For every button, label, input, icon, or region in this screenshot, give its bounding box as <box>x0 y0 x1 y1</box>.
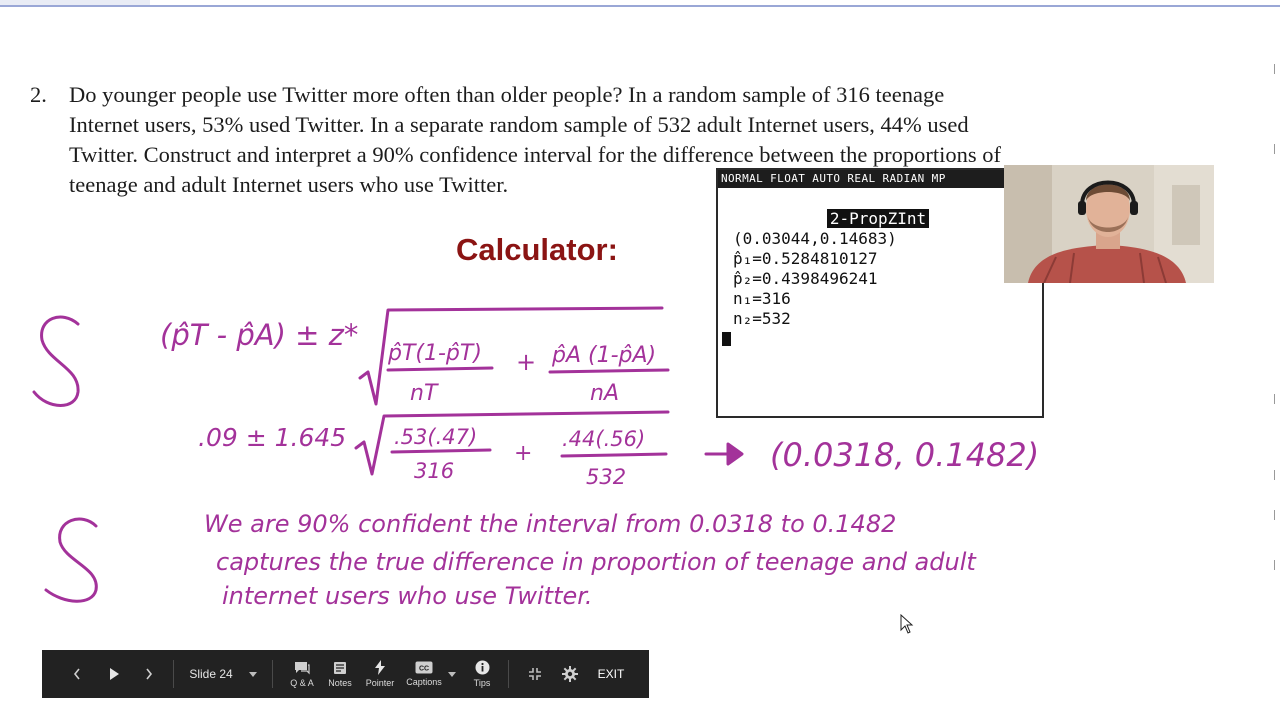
fraction-bar-3 <box>392 450 490 452</box>
svg-text:CC: CC <box>418 665 430 673</box>
lightning-icon <box>374 660 386 675</box>
captions-options-button[interactable] <box>446 650 458 698</box>
play-icon <box>108 667 120 681</box>
calculator-output <box>718 188 1042 346</box>
captions-label: Captions <box>406 677 442 687</box>
scrollbar[interactable] <box>1270 60 1280 600</box>
problem-line: teenage and adult Internet users who use Twitter. <box>69 172 509 197</box>
toolbar-separator <box>173 660 174 688</box>
step-s-mark <box>46 519 96 601</box>
problem-line: Twitter. Construct and interpret a 90% confidence interval for the difference between the proportions of <box>69 142 1002 167</box>
exit-label: EXIT <box>597 667 625 681</box>
calculator-heading: Calculator: <box>456 232 618 267</box>
calculator-p1-hat: p̂₁=0.5284810127 <box>733 249 878 268</box>
formula-diff: (p̂T - p̂A) ± z* <box>160 318 359 352</box>
conclusion-line: We are 90% confident the interval from 0.0318 to 0.1482 <box>204 510 897 538</box>
calculator-screen <box>716 168 1044 418</box>
slide-number-label: Slide 24 <box>189 667 233 681</box>
numeric-plus: + <box>514 441 533 466</box>
chevron-right-icon <box>144 667 154 681</box>
problem-line: Internet users, 53% used Twitter. In a separate random sample of 532 adult Internet users, 44% used <box>69 112 969 137</box>
notes-label: Notes <box>328 677 352 688</box>
qa-label: Q & A <box>290 677 314 688</box>
exit-fullscreen-icon <box>528 667 542 681</box>
exit-button[interactable] <box>594 650 628 698</box>
formula-term1-den: nT <box>410 381 438 406</box>
step-s-mark <box>34 317 78 405</box>
interval-result: (0.0318, 0.1482) <box>770 436 1040 474</box>
numeric-left: .09 ± 1.645 <box>198 423 347 452</box>
next-slide-button[interactable] <box>138 650 160 698</box>
scrollbar-tick <box>1274 510 1280 520</box>
caret-down-icon <box>448 672 456 677</box>
tips-button[interactable] <box>466 650 498 698</box>
chat-bubble-icon <box>294 661 310 675</box>
problem-line: Do younger people use Twitter more often than older people? In a random sample of 316 teenage <box>69 82 945 107</box>
formula-term1-num: p̂T(1-p̂T) <box>388 341 482 366</box>
scrollbar-tick <box>1274 394 1280 404</box>
settings-button[interactable] <box>558 650 582 698</box>
calculator-title-text: 2-PropZInt <box>827 209 929 228</box>
conclusion-line: internet users who use Twitter. <box>222 582 593 610</box>
pointer-label: Pointer <box>365 678 395 688</box>
formula-term2-num: p̂A (1-p̂A) <box>552 343 657 368</box>
formula-plus: + <box>516 348 537 376</box>
presenter-image <box>1004 165 1214 283</box>
scrollbar-tick <box>1274 144 1280 154</box>
calculator-interval: (0.03044,0.14683) <box>733 229 897 248</box>
scrollbar-tick <box>1274 560 1280 570</box>
calculator-n2: n₂=532 <box>733 309 791 328</box>
notes-button[interactable] <box>324 650 356 698</box>
previous-slide-button[interactable] <box>66 650 88 698</box>
conclusion-line: captures the true difference in proportion of teenage and adult <box>216 548 976 576</box>
fraction-bar-4 <box>562 454 666 456</box>
info-icon <box>475 660 490 675</box>
calculator-p2-hat: p̂₂=0.4398496241 <box>733 269 878 288</box>
notes-icon <box>333 661 347 675</box>
caret-down-icon <box>249 672 257 677</box>
numeric-term1-num: .53(.47) <box>394 425 478 449</box>
tips-label: Tips <box>473 678 491 688</box>
slide-selector[interactable] <box>182 650 264 698</box>
numeric-term2-den: 532 <box>586 465 627 489</box>
toolbar-separator <box>272 660 273 688</box>
captions-button[interactable] <box>404 650 444 698</box>
play-button[interactable] <box>102 650 126 698</box>
fraction-bar-2 <box>550 370 668 372</box>
exit-fullscreen-button[interactable] <box>522 650 548 698</box>
gear-icon <box>562 666 578 682</box>
presentation-toolbar <box>42 650 649 698</box>
formula-term2-den: nA <box>590 381 619 406</box>
calculator-title <box>733 209 1023 229</box>
calculator-n1: n₁=316 <box>733 289 791 308</box>
scrollbar-tick <box>1274 470 1280 480</box>
calculator-status-bar: NORMAL FLOAT AUTO REAL RADIAN MP <box>718 170 1042 188</box>
webcam-video <box>1004 165 1214 283</box>
cc-icon <box>415 661 433 674</box>
toolbar-separator <box>508 660 509 688</box>
pointer-button[interactable] <box>362 650 398 698</box>
fraction-bar-1 <box>388 368 492 370</box>
numeric-term1-den: 316 <box>414 459 455 483</box>
mouse-pointer-icon <box>900 614 914 634</box>
qa-button[interactable] <box>286 650 318 698</box>
numeric-term2-num: .44(.56) <box>562 427 646 451</box>
calculator-cursor <box>722 332 731 346</box>
arrow-head <box>728 444 742 464</box>
chevron-left-icon <box>72 667 82 681</box>
scrollbar-tick <box>1274 64 1280 74</box>
problem-number: 2. <box>30 82 47 107</box>
